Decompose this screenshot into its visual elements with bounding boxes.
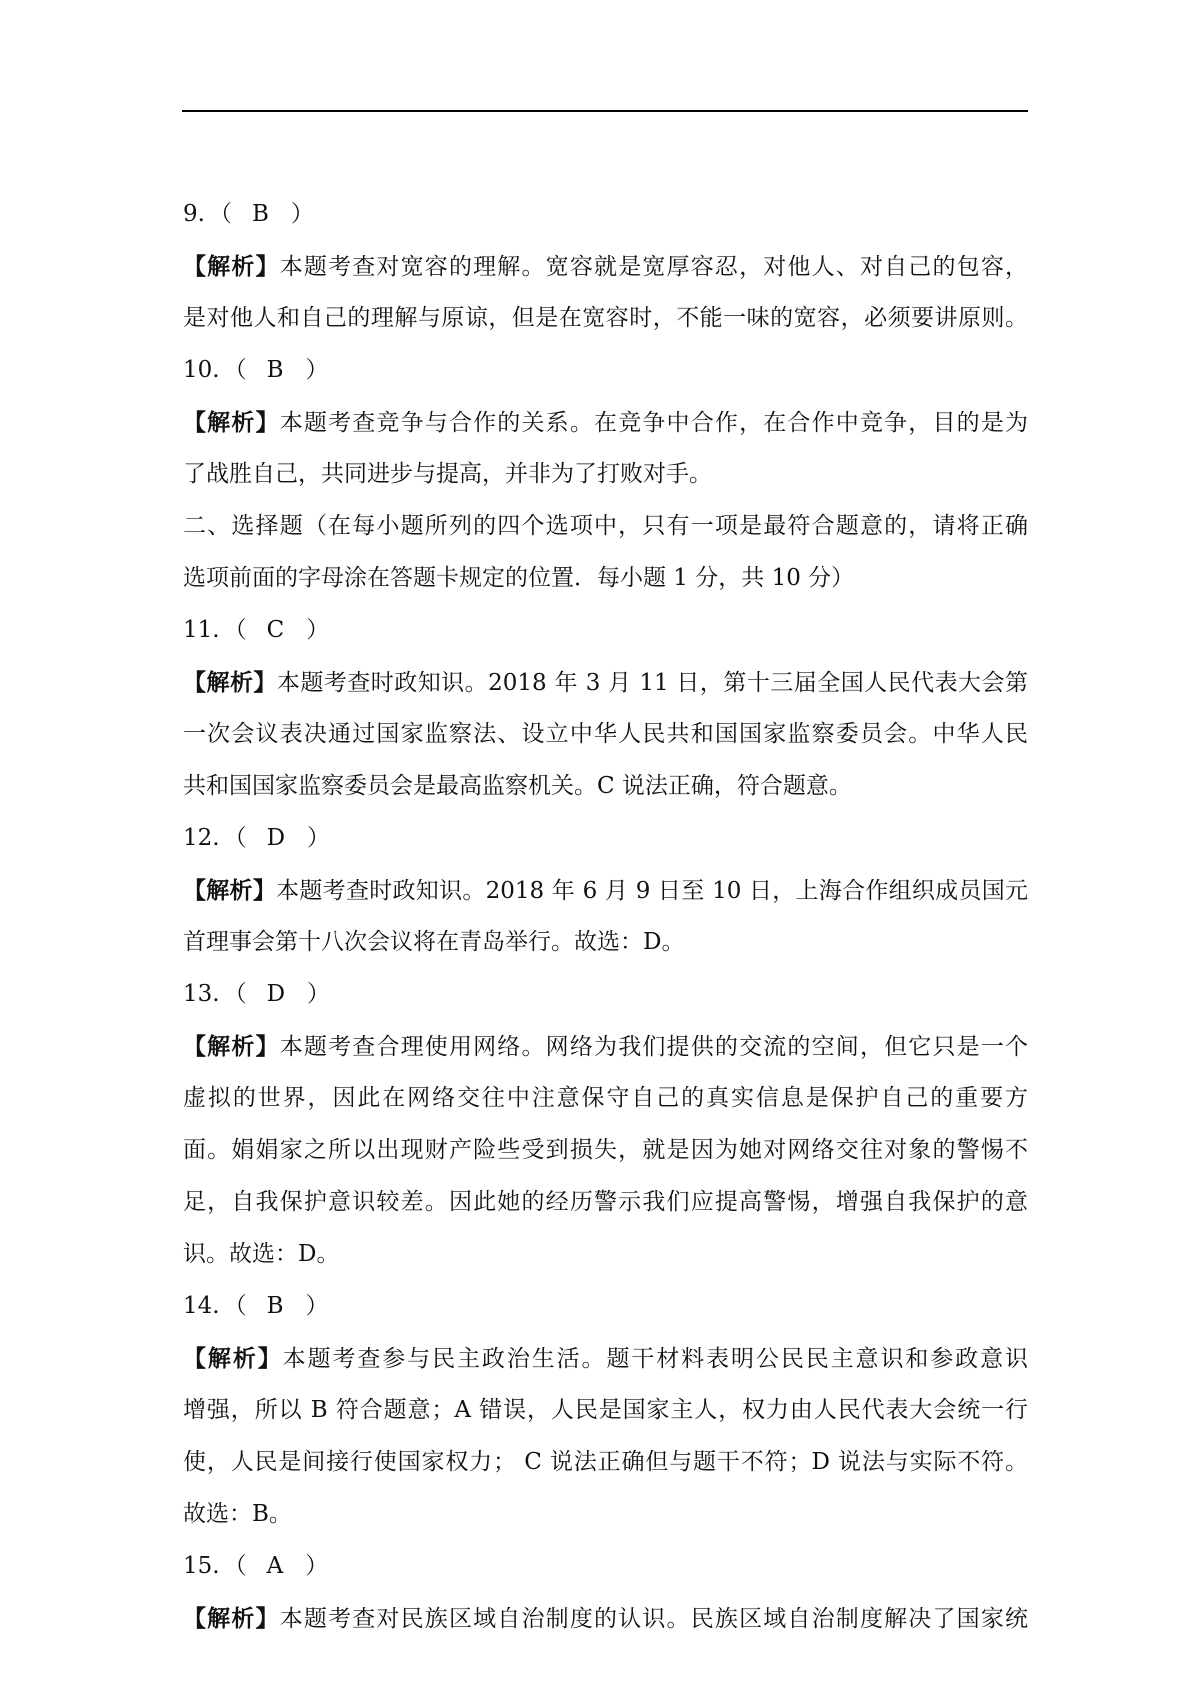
answer-letter: C [266, 617, 285, 643]
text-line [183, 769, 1028, 804]
question-number: 15. [183, 1553, 220, 1579]
line-text: 虚拟的世界，因此在网络交往中注意保守自己的真实信息是保护自己的重要方 [183, 1085, 1028, 1111]
question-number: 13. [183, 981, 220, 1007]
text-line [183, 925, 1028, 960]
question-number: 12. [183, 825, 220, 851]
text-line [183, 509, 1028, 544]
line-text: 本题考查对宽容的理解。宽容就是宽厚容忍，对他人、对自己的包容， [279, 254, 1028, 280]
analysis-tag: 【解析】 [183, 1605, 280, 1632]
question-number-line [183, 197, 1028, 232]
paren-open: （ [223, 1293, 247, 1319]
line-text: 选项前面的字母涂在答题卡规定的位置．每小题 1 分，共 10 分） [183, 565, 855, 591]
text-line [183, 1393, 1028, 1428]
text-line [183, 1081, 1028, 1116]
line-text: 本题考查时政知识。2018 年 3 月 11 日，第十三届全国人民代表大会第 [276, 670, 1028, 696]
text-line [183, 301, 1028, 336]
paren-open: （ [223, 1553, 247, 1579]
paren-open: （ [223, 617, 247, 643]
line-text: 使，人民是间接行使国家权力； C 说法正确但与题干不符；D 说法与实际不符。 [183, 1449, 1028, 1475]
line-text: 故选：B。 [183, 1501, 292, 1527]
line-text: 一次会议表决通过国家监察法、设立中华人民共和国国家监察委员会。中华人民 [183, 721, 1028, 747]
line-text: 了战胜自己，共同进步与提高，并非为了打败对手。 [183, 461, 712, 487]
paren-close: ） [305, 1553, 329, 1579]
paren-open: （ [223, 357, 247, 383]
paren-close: ） [307, 981, 331, 1007]
line-text: 本题考查竞争与合作的关系。在竞争中合作，在合作中竞争，目的是为 [279, 410, 1028, 436]
question-number-line [183, 821, 1028, 856]
line-text: 共和国国家监察委员会是最高监察机关。C 说法正确，符合题意。 [183, 773, 852, 799]
question-number-line [183, 353, 1028, 388]
line-text: 面。娟娟家之所以出现财产险些受到损失，就是因为她对网络交往对象的警惕不 [183, 1137, 1028, 1163]
question-number: 11. [183, 617, 220, 643]
answer-letter: B [266, 357, 284, 383]
question-number: 9. [183, 201, 205, 227]
analysis-tag: 【解析】 [183, 253, 280, 280]
analysis-tag: 【解析】 [183, 409, 280, 436]
text-line [183, 457, 1028, 492]
line-text: 首理事会第十八次会议将在青岛举行。故选：D。 [183, 929, 685, 955]
paren-close: ） [305, 357, 329, 383]
paren-close: ） [305, 1293, 329, 1319]
analysis-line [183, 1601, 1028, 1636]
text-line [183, 1497, 1028, 1532]
analysis-line [183, 405, 1028, 440]
analysis-line [183, 249, 1028, 284]
analysis-line [183, 1341, 1028, 1376]
text-line [183, 1445, 1028, 1480]
question-number-line [183, 613, 1028, 648]
line-text: 二、选择题（在每小题所列的四个选项中，只有一项是最符合题意的，请将正确 [183, 513, 1028, 539]
question-number: 14. [183, 1293, 220, 1319]
paren-open: （ [223, 981, 247, 1007]
analysis-line [183, 873, 1028, 908]
paren-open: （ [223, 825, 247, 851]
paren-open: （ [208, 201, 232, 227]
line-text: 足，自我保护意识较差。因此她的经历警示我们应提高警惕，增强自我保护的意 [183, 1189, 1028, 1215]
document-body [183, 197, 1028, 1653]
line-text: 本题考查合理使用网络。网络为我们提供的交流的空间，但它只是一个 [279, 1034, 1028, 1060]
analysis-tag: 【解析】 [183, 877, 277, 904]
analysis-tag: 【解析】 [183, 669, 277, 696]
line-text: 是对他人和自己的理解与原谅，但是在宽容时，不能一味的宽容，必须要讲原则。 [183, 305, 1028, 331]
paren-close: ） [307, 825, 331, 851]
answer-letter: B [251, 201, 269, 227]
analysis-tag: 【解析】 [183, 1345, 283, 1372]
line-text: 本题考查对民族区域自治制度的认识。民族区域自治制度解决了国家统 [279, 1606, 1028, 1632]
text-line [183, 561, 1028, 596]
question-number-line [183, 977, 1028, 1012]
header-rule [182, 110, 1028, 112]
text-line [183, 1133, 1028, 1168]
paren-close: ） [306, 617, 330, 643]
analysis-tag: 【解析】 [183, 1033, 280, 1060]
line-text: 本题考查时政知识。2018 年 6 月 9 日至 10 日，上海合作组织成员国元 [276, 878, 1028, 904]
question-number-line [183, 1289, 1028, 1324]
analysis-line [183, 1029, 1028, 1064]
answer-letter: A [266, 1553, 284, 1579]
text-line [183, 1237, 1028, 1272]
answer-letter: B [266, 1293, 284, 1319]
analysis-line [183, 665, 1028, 700]
line-text: 本题考查参与民主政治生活。题干材料表明公民民主意识和参政意识 [282, 1346, 1028, 1372]
text-line [183, 1185, 1028, 1220]
paren-close: ） [290, 201, 314, 227]
question-number: 10. [183, 357, 220, 383]
answer-letter: D [266, 825, 286, 851]
line-text: 增强，所以 B 符合题意；A 错误，人民是国家主人，权力由人民代表大会统一行 [183, 1397, 1028, 1423]
question-number-line [183, 1549, 1028, 1584]
line-text: 识。故选：D。 [183, 1241, 340, 1267]
answer-letter: D [266, 981, 286, 1007]
text-line [183, 717, 1028, 752]
